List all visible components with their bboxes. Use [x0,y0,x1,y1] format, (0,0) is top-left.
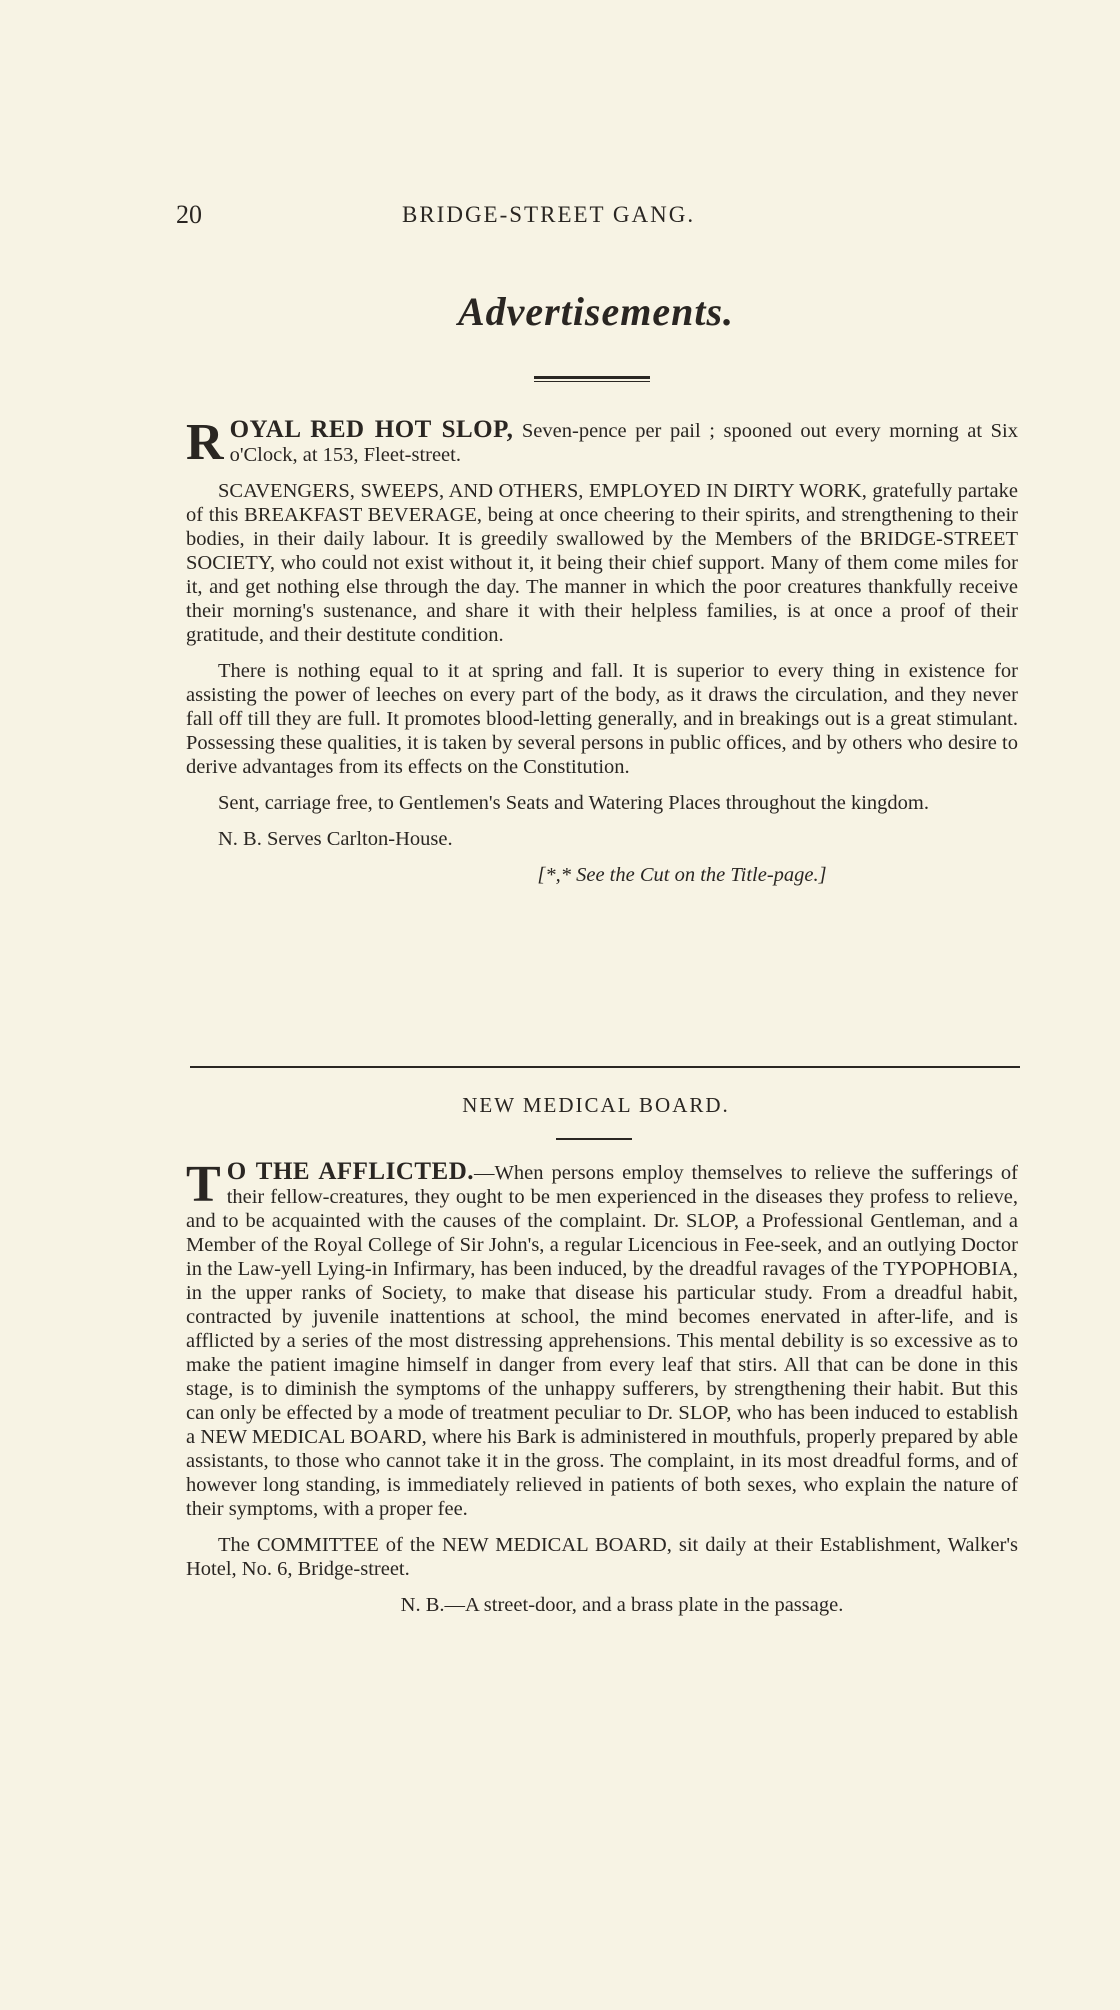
section-title: Advertisements. [457,289,735,334]
board-lead-rest: —When persons employ themselves to relieve the sufferings of their fellow-creatures, they ought to be men experienced in the diseases they profess to relieve, and to be acquainted with the causes of the complaint. Dr. SLOP, a Professional Gentleman, and a Member of the Royal College of Sir John's, a regular Licencious in Fee-seek, and an outlying Doctor in the Law-yell Lying-in Infirmary, has been induced, by the dreadful ravages of the TYPOPHOBIA, in the upper ranks of Society, to make that disease his particular study. From a dreadful habit, contracted by juvenile inattentions at school, the mind becomes enervated in after-life, and is afflicted by a series of the most distressing apprehensions. This mental debility is so excessive as to make the patient imagine himself in danger from every leaf that stirs. All that can be done in this stage, is to diminish the symptoms of the unhappy sufferers, by strengthening their habit. But this can only be effected by a mode of treatment peculiar to Dr. SLOP, who has been induced to establish a NEW MEDICAL BOARD, where his Bark is administered in mouthfuls, properly prepared by able assistants, to those who cannot take it in the gross. The complaint, in its most dreadful forms, and of however long standing, is immediately relieved in patients of both sexes, who explain the nature of their symptoms, with a proper fee. [186,1162,1018,1520]
ad-lead-rest: Seven-pence per pail ; spooned out every morning at Six o'Clock, at 153, Fleet-street. [229,420,1018,466]
page-number: 20 [176,200,202,229]
see-cut-note: [*,* See the Cut on the Title-page.] [537,864,827,886]
board-paragraph-2: The COMMITTEE of the NEW MEDICAL BOARD, sit daily at their Establishment, Walker's Hotel, No. 6, Bridge-street. [186,1534,1018,1580]
section-divider [190,1066,1020,1068]
ad-paragraph-1: SCAVENGERS, SWEEPS, AND OTHERS, EMPLOYED IN DIRTY WORK, gratefully partake of this BREAKFAST BEVERAGE, being at once cheering to their spirits, and strengthening to their bodies, in their daily labour. It is greedily swallowed by the Members of the BRIDGE-STREET SOCIETY, who could not exist without it, it being their chief support. Many of them come miles for it, and get nothing else through the day. The manner in which the poor creatures thankfully receive their morning's sustenance, and share it with their helpless families, is at once a proof of their gratitude, and their destitute condition. [186,480,1018,646]
running-title: BRIDGE-STREET GANG. [402,202,696,227]
board-heading: NEW MEDICAL BOARD. [462,1093,730,1117]
ad-opening [186,414,1018,471]
advertisement-royal-red-hot-slop [186,414,1018,887]
advertisement-new-medical-board [186,1156,1018,1617]
board-opening [186,1156,1018,1521]
drop-cap: T [186,1156,221,1213]
ornamental-rule [534,376,650,382]
short-rule [556,1138,632,1140]
board-lead: O THE AFFLICTED. [226,1158,475,1185]
ad-lead: OYAL RED HOT SLOP, [229,416,514,443]
board-nota-bene: N. B.—A street-door, and a brass plate in the passage. [400,1594,844,1616]
running-head [176,200,1016,240]
drop-cap: R [186,414,224,471]
ad-paragraph-2: There is nothing equal to it at spring and fall. It is superior to every thing in existence for assisting the power of leeches on every part of the body, as it draws the circulation, and they never fall off till they are full. It promotes blood-letting generally, and in breakings out is a great stimulant. Possessing these qualities, it is taken by several persons in public offices, and by others who desire to derive advantages from its effects on the Constitution. [186,660,1018,778]
nota-bene: N. B. Serves Carlton-House. [218,828,453,850]
ad-paragraph-3: Sent, carriage free, to Gentlemen's Seats and Watering Places throughout the kingdom. [218,792,929,814]
